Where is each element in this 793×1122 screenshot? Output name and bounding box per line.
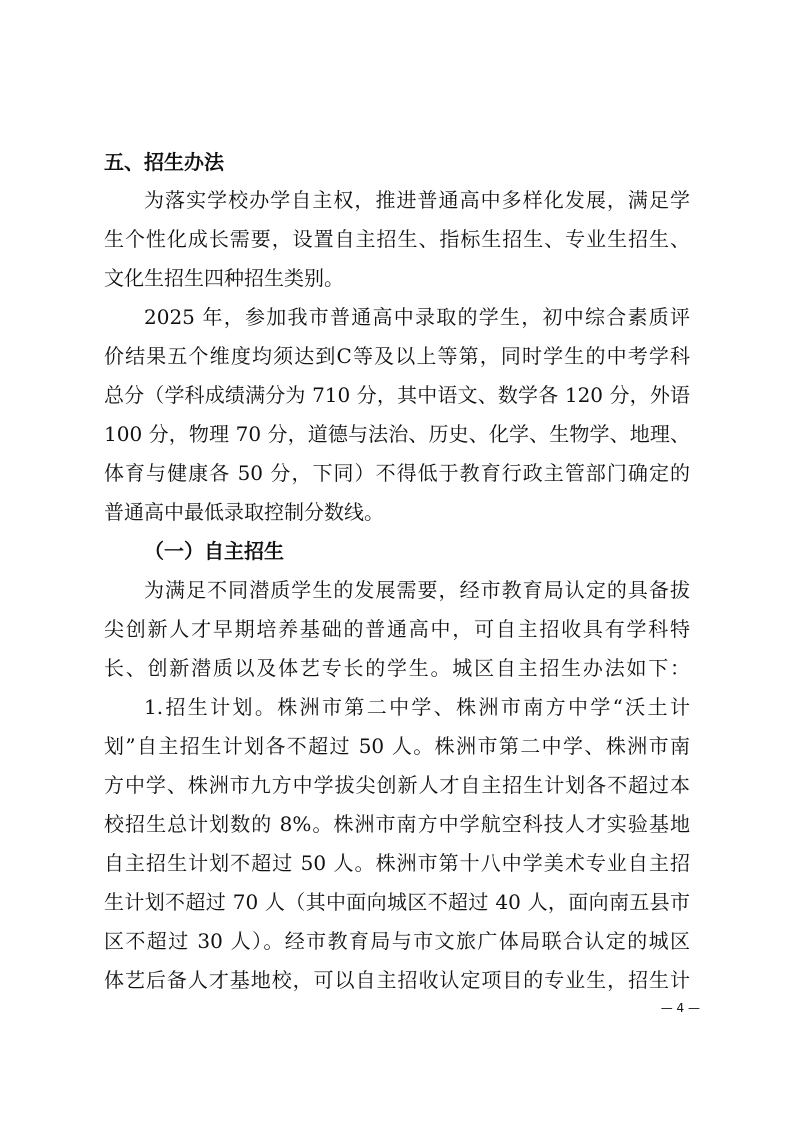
paragraph-4-line-2: 划”自主招生计划各不超过 50 人。株洲市第二中学、株洲市南 (104, 734, 690, 758)
paragraph-1-line-1: 为落实学校办学自主权，推进普通高中多样化发展，满足学 (144, 188, 690, 212)
page-number: — 4 — (660, 1001, 700, 1015)
subheading-independent-admission: （一）自主招生 (144, 539, 284, 563)
paragraph-4-line-4: 校招生总计划数的 8%。株洲市南方中学航空科技人才实验基地 (104, 812, 690, 836)
paragraph-4-line-8: 体艺后备人才基地校，可以自主招收认定项目的专业生，招生计 (104, 968, 690, 992)
paragraph-1-line-3: 文化生招生四种招生类别。 (104, 266, 344, 290)
paragraph-4-line-6: 生计划不超过 70 人（其中面向城区不超过 40 人，面向南五县市 (104, 890, 690, 914)
paragraph-2-line-5: 体育与健康各 50 分，下同）不得低于教育行政主管部门确定的 (104, 461, 690, 485)
paragraph-1-line-2: 生个性化成长需要，设置自主招生、指标生招生、专业生招生、 (104, 227, 690, 251)
paragraph-4-line-3: 方中学、株洲市九方中学拔尖创新人才自主招生计划各不超过本 (104, 773, 690, 797)
paragraph-3-line-3: 长、创新潜质以及体艺专长的学生。城区自主招生办法如下： (104, 656, 690, 680)
paragraph-3-line-1: 为满足不同潜质学生的发展需要，经市教育局认定的具备拔 (144, 578, 690, 602)
paragraph-3-line-2: 尖创新人才早期培养基础的普通高中，可自主招收具有学科特 (104, 617, 690, 641)
paragraph-2-line-6: 普通高中最低录取控制分数线。 (104, 500, 384, 524)
paragraph-2-line-1: 2025 年，参加我市普通高中录取的学生，初中综合素质评 (144, 305, 690, 329)
paragraph-2-line-4: 100 分，物理 70 分，道德与法治、历史、化学、生物学、地理、 (104, 422, 690, 446)
paragraph-4-line-5: 自主招生计划不超过 50 人。株洲市第十八中学美术专业自主招 (104, 851, 690, 875)
paragraph-2-line-2: 价结果五个维度均须达到C等及以上等第，同时学生的中考学科 (104, 344, 690, 368)
paragraph-2-line-3: 总分（学科成绩满分为 710 分，其中语文、数学各 120 分，外语 (104, 383, 690, 407)
paragraph-4-line-7: 区不超过 30 人）。经市教育局与市文旅广体局联合认定的城区 (104, 929, 690, 953)
paragraph-4-line-1: 1.招生计划。株洲市第二中学、株洲市南方中学“沃土计 (144, 695, 690, 719)
section-heading: 五、招生办法 (104, 150, 224, 174)
